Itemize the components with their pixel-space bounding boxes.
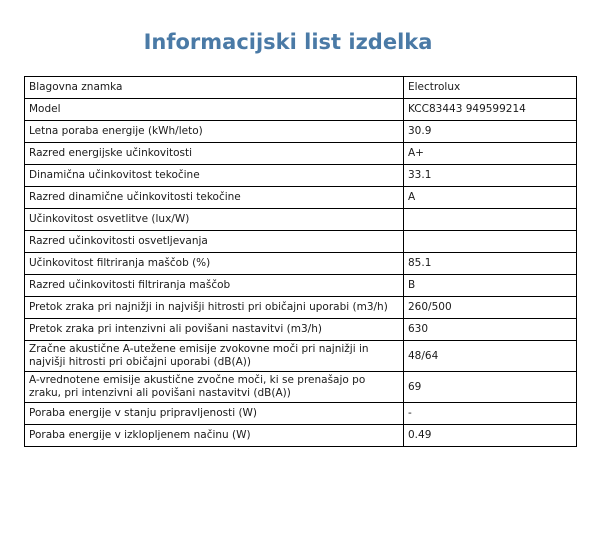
row-label: Dinamična učinkovitost tekočine	[25, 165, 404, 187]
table-row	[25, 372, 577, 403]
row-label: Razred energijske učinkovitosti	[25, 143, 404, 165]
table-row	[25, 425, 577, 447]
table-row	[25, 403, 577, 425]
row-label: Zračne akustične A-utežene emisije zvokovne moči pri najnižji in najvišji hitrosti pri običajni uporabi (dB(A))	[25, 341, 404, 372]
row-label: Model	[25, 99, 404, 121]
row-value: 630	[404, 319, 577, 341]
row-label: Razred učinkovitosti osvetljevanja	[25, 231, 404, 253]
row-value: A	[404, 187, 577, 209]
row-label: Pretok zraka pri intenzivni ali povišani nastavitvi (m3/h)	[25, 319, 404, 341]
table-row	[25, 99, 577, 121]
row-value: A+	[404, 143, 577, 165]
row-value	[404, 231, 577, 253]
row-label: Poraba energije v stanju pripravljenosti (W)	[25, 403, 404, 425]
row-label: Razred dinamične učinkovitosti tekočine	[25, 187, 404, 209]
row-value: 85.1	[404, 253, 577, 275]
row-value: Electrolux	[404, 77, 577, 99]
row-value: 0.49	[404, 425, 577, 447]
row-value: 48/64	[404, 341, 577, 372]
row-value	[404, 209, 577, 231]
table-row	[25, 77, 577, 99]
row-label: Poraba energije v izklopljenem načinu (W)	[25, 425, 404, 447]
row-label: Učinkovitost osvetlitve (lux/W)	[25, 209, 404, 231]
row-value: -	[404, 403, 577, 425]
row-label: Učinkovitost filtriranja maščob (%)	[25, 253, 404, 275]
row-label: A-vrednotene emisije akustične zvočne moči, ki se prenašajo po zraku, pri intenzivni ali povišani nastavitvi (dB(A))	[25, 372, 404, 403]
row-label: Letna poraba energije (kWh/leto)	[25, 121, 404, 143]
row-value: B	[404, 275, 577, 297]
row-value: 69	[404, 372, 577, 403]
table-row	[25, 143, 577, 165]
table-row	[25, 319, 577, 341]
product-info-table	[24, 76, 577, 447]
table-row	[25, 297, 577, 319]
page-title: Informacijski list izdelka	[143, 30, 433, 54]
row-value: 33.1	[404, 165, 577, 187]
table-row	[25, 209, 577, 231]
row-value: 260/500	[404, 297, 577, 319]
row-label: Blagovna znamka	[25, 77, 404, 99]
row-label: Razred učinkovitosti filtriranja maščob	[25, 275, 404, 297]
table-row	[25, 341, 577, 372]
row-value: KCC83443 949599214	[404, 99, 577, 121]
table-row	[25, 187, 577, 209]
row-value: 30.9	[404, 121, 577, 143]
table-row	[25, 275, 577, 297]
table-row	[25, 165, 577, 187]
table-row	[25, 253, 577, 275]
table-row	[25, 231, 577, 253]
row-label: Pretok zraka pri najnižji in najvišji hitrosti pri običajni uporabi (m3/h)	[25, 297, 404, 319]
table-row	[25, 121, 577, 143]
